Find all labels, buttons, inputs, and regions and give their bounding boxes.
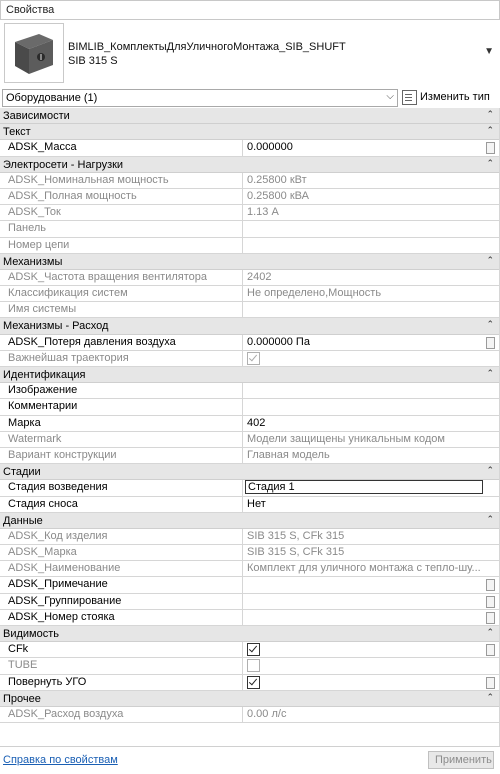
collapse-chevron-icon[interactable]: ⌃	[486, 465, 494, 476]
property-row	[0, 497, 500, 513]
property-name: Марка	[0, 416, 243, 431]
property-name: ADSK_Наименование	[0, 561, 243, 576]
property-row	[0, 302, 500, 318]
property-row	[0, 577, 500, 593]
help-link[interactable]: Справка по свойствам	[3, 754, 118, 766]
property-name: Номер цепи	[0, 238, 243, 253]
property-value: 0.25800 кВт	[247, 173, 307, 186]
associate-parameter-button[interactable]	[486, 612, 495, 624]
property-row	[0, 286, 500, 302]
collapse-chevron-icon[interactable]: ⌃	[486, 319, 494, 330]
property-row	[0, 335, 500, 351]
associate-parameter-button[interactable]	[486, 677, 495, 689]
property-row	[0, 642, 500, 658]
property-value	[245, 221, 485, 236]
collapse-chevron-icon[interactable]: ⌃	[486, 254, 494, 265]
property-row	[0, 383, 500, 399]
chevron-down-icon: ⌵	[386, 91, 394, 102]
window-title: Свойства	[6, 4, 55, 16]
property-value: Главная модель	[247, 448, 330, 461]
property-row	[0, 594, 500, 610]
property-row	[0, 140, 500, 156]
collapse-chevron-icon[interactable]: ⌃	[486, 109, 494, 119]
property-name: ADSK_Группирование	[0, 594, 243, 609]
property-value[interactable]	[245, 383, 485, 398]
property-checkbox[interactable]	[247, 643, 260, 656]
property-checkbox	[247, 352, 260, 365]
property-value: Комплект для уличного монтажа с тепло-шу...	[247, 562, 481, 575]
window-titlebar	[0, 0, 500, 20]
dropdown-arrow-icon[interactable]: ▼	[484, 46, 494, 57]
property-value	[245, 302, 485, 317]
property-value[interactable]	[245, 577, 485, 592]
edit-type-label: Изменить тип	[420, 91, 490, 103]
associate-parameter-button[interactable]	[486, 142, 495, 154]
property-value-input[interactable]: Стадия 1	[245, 480, 483, 494]
property-name: ADSK_Примечание	[0, 577, 243, 592]
property-name: Watermark	[0, 432, 243, 447]
family-name-line1: BIMLIB_КомплектыДляУличногоМонтажа_SIB_SHUFT	[68, 41, 346, 53]
property-value[interactable]: Нет	[247, 497, 266, 510]
property-value: 1.13 А	[247, 206, 279, 219]
property-value[interactable]	[245, 399, 485, 414]
property-row	[0, 675, 500, 691]
property-group-header[interactable]	[0, 626, 500, 642]
property-group-header[interactable]	[0, 124, 500, 140]
property-row	[0, 561, 500, 577]
group-label: Стадии	[3, 466, 41, 479]
category-filter-value: Оборудование (1)	[6, 92, 98, 104]
property-group-header[interactable]	[0, 464, 500, 480]
property-row	[0, 221, 500, 237]
property-name: Имя системы	[0, 302, 243, 317]
property-row	[0, 205, 500, 221]
group-label: Текст	[3, 126, 31, 139]
property-name: ADSK_Расход воздуха	[0, 707, 243, 722]
property-value: 2402	[247, 270, 272, 283]
property-row	[0, 545, 500, 561]
property-row	[0, 658, 500, 674]
property-name: ADSK_Частота вращения вентилятора	[0, 270, 243, 285]
footer	[0, 746, 500, 774]
family-name-line2: SIB 315 S	[68, 55, 118, 67]
property-row	[0, 399, 500, 415]
property-row	[0, 432, 500, 448]
property-value[interactable]	[245, 594, 485, 609]
property-group-header[interactable]	[0, 513, 500, 529]
property-name: ADSK_Потеря давления воздуха	[0, 335, 243, 350]
collapse-chevron-icon[interactable]: ⌃	[486, 368, 494, 378]
property-name: Стадия сноса	[0, 497, 243, 512]
property-group-header[interactable]	[0, 157, 500, 173]
property-value[interactable]: 0.000000	[247, 141, 293, 154]
property-name: Классификация систем	[0, 286, 243, 301]
property-value: SIB 315 S, CFk 315	[247, 546, 345, 559]
property-row	[0, 173, 500, 189]
property-row	[0, 351, 500, 367]
group-label: Прочее	[3, 692, 41, 705]
group-label: Механизмы - Расход	[3, 320, 109, 333]
property-value	[245, 238, 485, 253]
property-value[interactable]: 0.000000 Па	[247, 335, 310, 348]
property-name: Комментарии	[0, 399, 243, 414]
family-thumbnail	[4, 23, 64, 83]
property-name: ADSK_Код изделия	[0, 529, 243, 544]
property-row	[0, 448, 500, 464]
property-value: 0.25800 кВА	[247, 189, 309, 202]
collapse-chevron-icon[interactable]: ⌃	[486, 691, 494, 702]
property-row	[0, 416, 500, 432]
property-name: ADSK_Масса	[0, 140, 243, 155]
group-label: Идентификация	[3, 369, 86, 381]
category-filter-select[interactable]	[2, 89, 398, 107]
filter-bar	[0, 88, 500, 108]
property-group-header[interactable]	[0, 318, 500, 334]
property-value: SIB 315 S, CFk 315	[247, 529, 345, 542]
property-row	[0, 189, 500, 205]
property-row	[0, 480, 500, 496]
property-name: ADSK_Номер стояка	[0, 610, 243, 625]
property-name: ADSK_Полная мощность	[0, 189, 243, 204]
collapse-chevron-icon[interactable]: ⌃	[486, 125, 494, 136]
property-name: Важнейшая траектория	[0, 351, 243, 366]
property-value[interactable]: 402	[247, 416, 266, 429]
property-row	[0, 238, 500, 254]
property-value: 0.00 л/с	[247, 707, 287, 720]
property-name: ADSK_Марка	[0, 545, 243, 560]
property-checkbox	[247, 659, 260, 672]
property-row	[0, 707, 500, 723]
property-name: CFk	[0, 642, 243, 657]
associate-parameter-button[interactable]	[486, 596, 495, 608]
group-label: Механизмы	[3, 255, 63, 268]
property-name: Изображение	[0, 383, 243, 398]
property-value: Модели защищены уникальным кодом	[247, 432, 445, 445]
associate-parameter-button[interactable]	[486, 579, 495, 591]
group-label: Данные	[3, 514, 43, 527]
edit-type-icon	[402, 90, 417, 105]
associate-parameter-button[interactable]	[486, 337, 495, 349]
apply-button[interactable]: Применить	[428, 751, 494, 769]
edit-type-button[interactable]	[402, 89, 498, 105]
property-value[interactable]	[245, 610, 485, 625]
properties-grid	[0, 108, 500, 723]
box-icon	[5, 24, 63, 82]
property-name: Панель	[0, 221, 243, 236]
property-group-header[interactable]	[0, 367, 500, 383]
collapse-chevron-icon[interactable]: ⌃	[486, 157, 494, 168]
collapse-chevron-icon[interactable]: ⌃	[486, 627, 494, 637]
property-row	[0, 610, 500, 626]
property-row	[0, 529, 500, 545]
property-name: Стадия возведения	[0, 480, 243, 495]
property-name: TUBE	[0, 658, 243, 673]
property-name: Повернуть УГО	[0, 675, 243, 690]
family-name	[68, 40, 346, 68]
type-selector[interactable]	[0, 20, 500, 86]
group-label: Зависимости	[3, 110, 70, 122]
group-label: Электросети - Нагрузки	[3, 158, 124, 171]
property-value: Не определено,Мощность	[247, 287, 382, 300]
associate-parameter-button[interactable]	[486, 644, 495, 656]
property-row	[0, 270, 500, 286]
property-checkbox[interactable]	[247, 676, 260, 689]
property-name: ADSK_Ток	[0, 205, 243, 220]
property-name: Вариант конструкции	[0, 448, 243, 463]
property-name: ADSK_Номинальная мощность	[0, 173, 243, 188]
property-group-header[interactable]	[0, 691, 500, 707]
property-group-header[interactable]	[0, 108, 500, 124]
property-group-header[interactable]	[0, 254, 500, 270]
group-label: Видимость	[3, 628, 59, 640]
collapse-chevron-icon[interactable]: ⌃	[486, 513, 494, 524]
